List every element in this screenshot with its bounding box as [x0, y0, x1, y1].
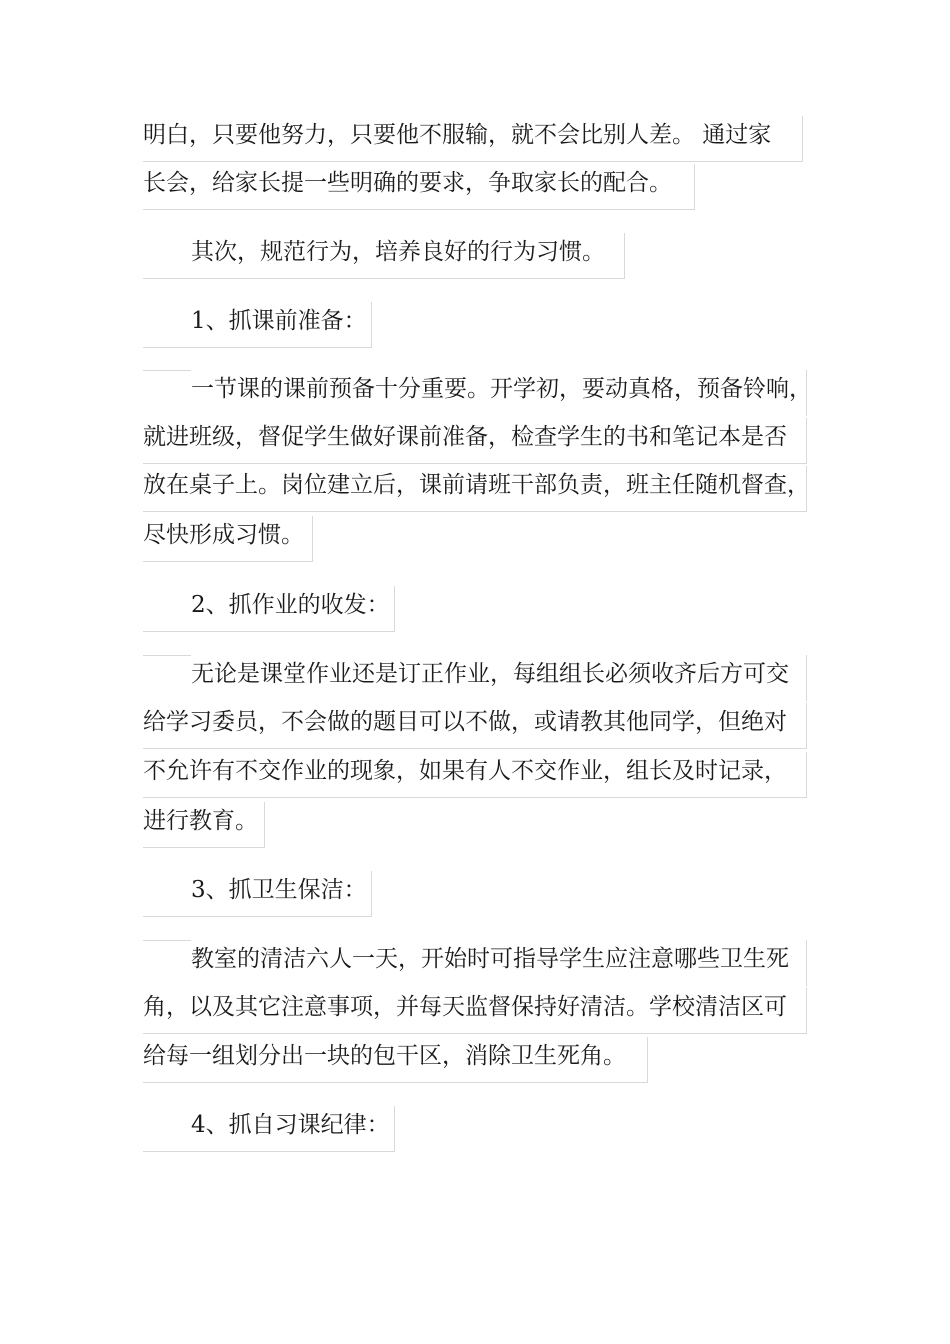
text-line: 一节课的课前预备十分重要。开学初，要动真格，预备铃响，	[143, 366, 807, 412]
text-line: 给每一组划分出一块的包干区，消除卫生死角。	[143, 1033, 648, 1079]
section-heading: 2、抓作业的收发：	[143, 582, 395, 628]
text-line: 无论是课堂作业还是订正作业，每组组长必须收齐后方可交	[143, 651, 807, 697]
text-line: 放在桌子上。岗位建立后，课前请班干部负责，班主任随机督查，	[143, 462, 807, 508]
text-line: 不允许有不交作业的现象，如果有人不交作业，组长及时记录，	[143, 748, 807, 794]
text-line: 尽快形成习惯。	[143, 512, 313, 558]
section-heading: 1、抓课前准备：	[143, 298, 372, 344]
text-line: 长会，给家长提一些明确的要求，争取家长的配合。	[143, 160, 695, 206]
text-line: 明白，只要他努力，只要他不服输，就不会比别人差。 通过家	[143, 112, 803, 158]
section-heading: 3、抓卫生保洁：	[143, 867, 372, 913]
section-heading: 4、抓自习课纪律：	[143, 1102, 395, 1148]
text-line: 教室的清洁六人一天，开始时可指导学生应注意哪些卫生死	[143, 936, 807, 982]
text-line: 就进班级，督促学生做好课前准备，检查学生的书和笔记本是否	[143, 414, 807, 460]
text-line: 角，以及其它注意事项，并每天监督保持好清洁。学校清洁区可	[143, 984, 807, 1030]
text-line: 进行教育。	[143, 798, 265, 844]
text-line: 其次，规范行为，培养良好的行为习惯。	[143, 229, 625, 275]
text-line: 给学习委员，不会做的题目可以不做，或请教其他同学，但绝对	[143, 699, 807, 745]
